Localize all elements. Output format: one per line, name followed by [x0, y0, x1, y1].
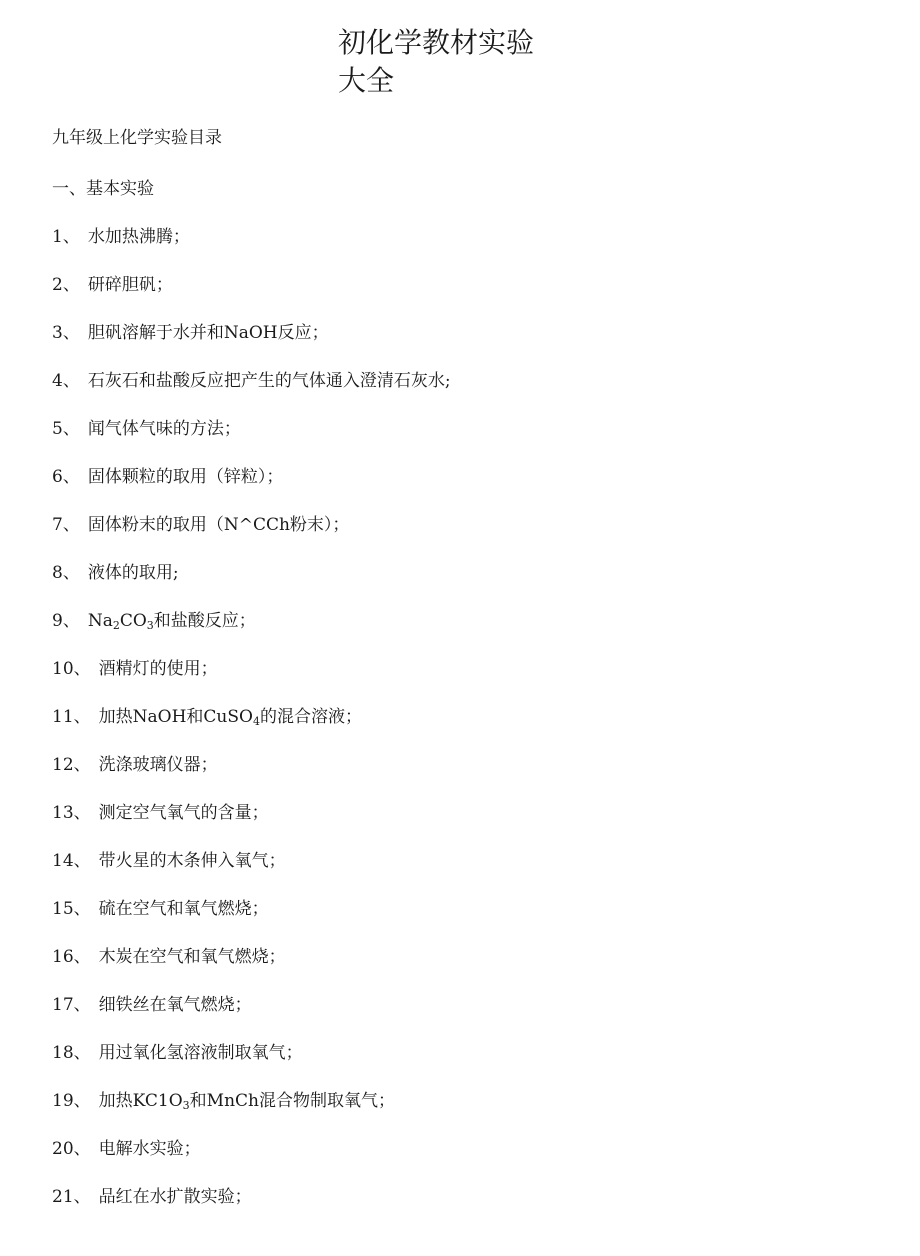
item-text	[99, 1185, 252, 1209]
item-number: 2	[52, 275, 63, 295]
list-item	[52, 465, 451, 513]
item-text	[99, 1089, 395, 1113]
text-segment: 品红在水扩散实验；	[98, 1187, 252, 1207]
list-item	[52, 417, 451, 465]
subscript: 4	[252, 715, 260, 728]
text-segment: 的混合溶液；	[259, 707, 362, 727]
item-number: 7	[52, 515, 63, 535]
list-item	[52, 369, 451, 417]
list-item	[52, 945, 451, 993]
list-item	[52, 273, 451, 321]
item-separator: 、	[62, 467, 80, 487]
list-item	[52, 849, 451, 897]
item-number: 4	[52, 371, 63, 391]
subscript: 3	[182, 1099, 190, 1112]
item-number: 6	[52, 467, 63, 487]
list-item	[52, 1137, 451, 1185]
text-segment: 测定空气氧气的含量；	[98, 803, 269, 823]
item-text	[88, 609, 256, 633]
item-number: 3	[52, 323, 63, 343]
item-text	[99, 849, 286, 873]
text-segment: 液体的取用;	[87, 563, 179, 583]
text-segment: 带火星的木条伸入氧气；	[98, 851, 286, 871]
text-segment: 研碎胆矾；	[87, 275, 173, 295]
item-separator: 、	[73, 1043, 91, 1063]
item-text	[99, 897, 269, 921]
item-separator: 、	[62, 563, 80, 583]
item-text	[88, 465, 284, 489]
item-number: 15	[52, 899, 74, 919]
text-segment: 细铁丝在氧气燃烧；	[98, 995, 252, 1015]
experiment-list	[52, 225, 451, 1233]
title-line-2: 大全	[338, 64, 395, 97]
item-separator: 、	[62, 323, 80, 343]
item-text	[99, 1041, 303, 1065]
item-text	[99, 993, 252, 1017]
item-number: 13	[52, 803, 74, 823]
item-separator: 、	[73, 803, 91, 823]
item-number: 16	[52, 947, 74, 967]
item-separator: 、	[73, 995, 91, 1015]
text-segment: 固体粉末的取用（N^CCh粉末）；	[87, 515, 350, 535]
text-segment: 木炭在空气和氧气燃烧；	[98, 947, 286, 967]
item-text	[88, 225, 190, 249]
item-number: 19	[52, 1091, 74, 1111]
list-item	[52, 1041, 451, 1089]
item-text	[88, 321, 329, 345]
item-number: 9	[52, 611, 63, 631]
item-separator: 、	[73, 947, 91, 967]
item-separator: 、	[62, 515, 80, 535]
text-segment: 石灰石和盐酸反应把产生的气体通入澄清石灰水;	[87, 371, 451, 391]
item-number: 20	[52, 1139, 74, 1159]
text-segment: 用过氧化氢溶液制取氧气；	[98, 1043, 303, 1063]
text-segment: CO	[119, 611, 147, 631]
list-item	[52, 225, 451, 273]
item-text	[88, 273, 173, 297]
item-text	[88, 561, 179, 585]
text-segment: 电解水实验；	[98, 1139, 201, 1159]
text-segment: Na	[87, 611, 113, 631]
text-segment: 加热KC1O	[98, 1091, 183, 1111]
item-separator: 、	[73, 1091, 91, 1111]
list-item	[52, 657, 451, 705]
item-separator: 、	[62, 611, 80, 631]
item-number: 5	[52, 419, 63, 439]
list-item	[52, 705, 451, 753]
list-item	[52, 1089, 451, 1137]
item-text	[88, 513, 350, 537]
item-number: 11	[52, 707, 74, 727]
item-separator: 、	[73, 707, 91, 727]
list-item	[52, 561, 451, 609]
text-segment: 硫在空气和氧气燃烧；	[98, 899, 269, 919]
text-segment: 固体颗粒的取用（锌粒）；	[87, 467, 284, 487]
document-title	[338, 24, 578, 100]
title-line-1: 初化学教材实验	[338, 26, 535, 59]
text-segment: 和MnCh混合物制取氧气；	[189, 1091, 395, 1111]
item-number: 1	[52, 227, 63, 247]
item-number: 12	[52, 755, 74, 775]
item-text	[99, 945, 286, 969]
text-segment: 胆矾溶解于水并和NaOH反应；	[87, 323, 329, 343]
subscript: 2	[112, 619, 120, 632]
list-item	[52, 1185, 451, 1233]
item-separator: 、	[62, 275, 80, 295]
list-item	[52, 993, 451, 1041]
item-separator: 、	[73, 1139, 91, 1159]
item-separator: 、	[73, 755, 91, 775]
text-segment: 和盐酸反应；	[153, 611, 256, 631]
text-segment: 加热NaOH和CuSO	[98, 707, 253, 727]
text-segment: 洗涤玻璃仪器；	[98, 755, 218, 775]
list-item	[52, 321, 451, 369]
item-separator: 、	[73, 1187, 91, 1207]
list-item	[52, 753, 451, 801]
item-separator: 、	[73, 659, 91, 679]
item-text	[99, 753, 218, 777]
item-separator: 、	[62, 371, 80, 391]
list-item	[52, 897, 451, 945]
item-text	[99, 657, 218, 681]
item-separator: 、	[73, 899, 91, 919]
item-text	[88, 417, 241, 441]
item-text	[99, 1137, 201, 1161]
item-separator: 、	[62, 419, 80, 439]
list-item	[52, 801, 451, 849]
subscript: 3	[146, 619, 154, 632]
section-heading: 一、基本实验	[52, 179, 154, 199]
text-segment: 酒精灯的使用；	[98, 659, 218, 679]
item-number: 8	[52, 563, 63, 583]
list-item	[52, 609, 451, 657]
item-number: 10	[52, 659, 74, 679]
item-separator: 、	[62, 227, 80, 247]
item-number: 14	[52, 851, 74, 871]
text-segment: 水加热沸腾；	[87, 227, 190, 247]
item-number: 17	[52, 995, 74, 1015]
item-text	[99, 705, 362, 729]
item-text	[99, 801, 269, 825]
list-item	[52, 513, 451, 561]
item-text	[88, 369, 451, 393]
catalog-subtitle: 九年级上化学实验目录	[52, 128, 222, 148]
item-number: 18	[52, 1043, 74, 1063]
item-separator: 、	[73, 851, 91, 871]
text-segment: 闻气体气味的方法；	[87, 419, 241, 439]
item-number: 21	[52, 1187, 74, 1207]
